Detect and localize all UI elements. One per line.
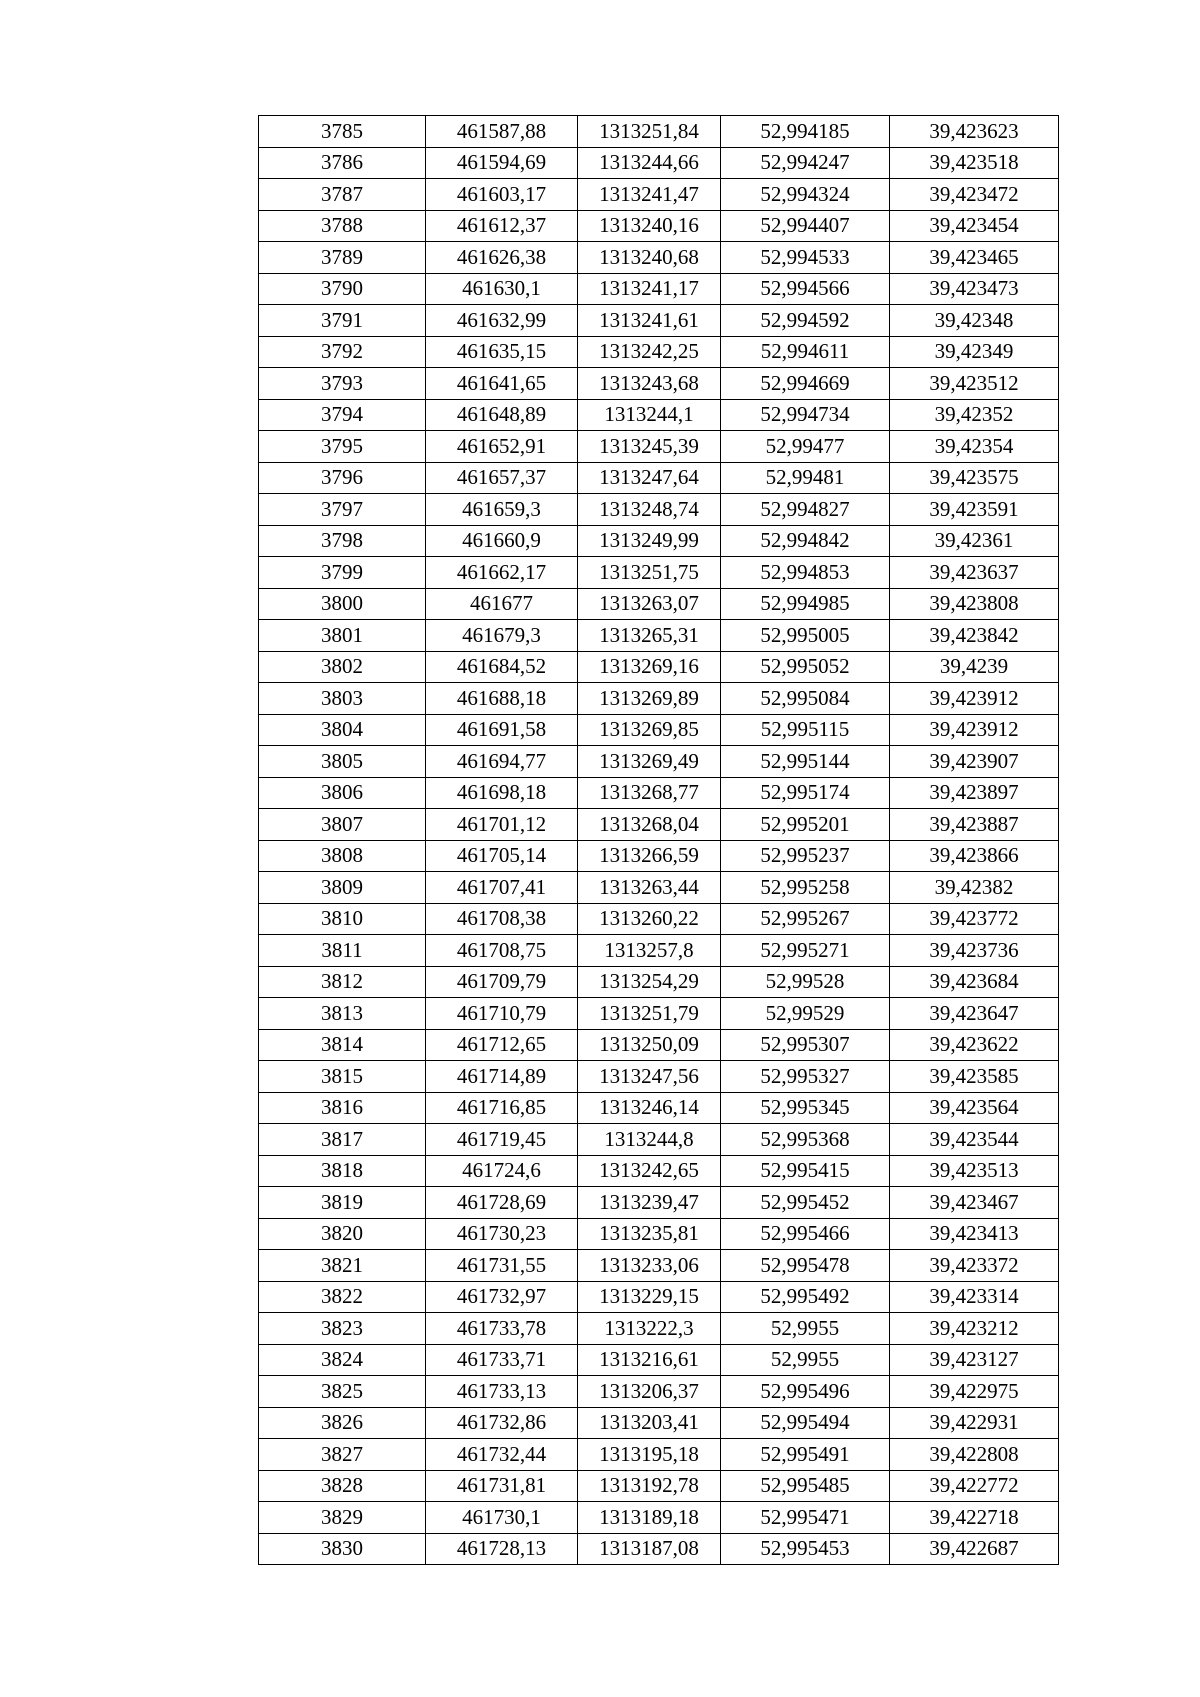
point-number-cell: 3800 xyxy=(259,588,426,620)
longitude-cell: 39,423637 xyxy=(890,557,1059,589)
latitude-cell: 52,995494 xyxy=(721,1407,890,1439)
table-row xyxy=(259,1281,1059,1313)
longitude-cell: 39,423513 xyxy=(890,1155,1059,1187)
y-coordinate-cell: 1313239,47 xyxy=(578,1187,721,1219)
y-coordinate-cell: 1313249,99 xyxy=(578,525,721,557)
x-coordinate-cell: 461684,52 xyxy=(426,651,578,683)
y-coordinate-cell: 1313189,18 xyxy=(578,1502,721,1534)
point-number-cell: 3787 xyxy=(259,179,426,211)
y-coordinate-cell: 1313250,09 xyxy=(578,1029,721,1061)
y-coordinate-cell: 1313269,85 xyxy=(578,714,721,746)
x-coordinate-cell: 461705,14 xyxy=(426,840,578,872)
longitude-cell: 39,423842 xyxy=(890,620,1059,652)
latitude-cell: 52,995084 xyxy=(721,683,890,715)
table-row xyxy=(259,1407,1059,1439)
latitude-cell: 52,995415 xyxy=(721,1155,890,1187)
longitude-cell: 39,423887 xyxy=(890,809,1059,841)
latitude-cell: 52,994734 xyxy=(721,399,890,431)
latitude-cell: 52,995267 xyxy=(721,903,890,935)
table-row xyxy=(259,1376,1059,1408)
y-coordinate-cell: 1313248,74 xyxy=(578,494,721,526)
point-number-cell: 3805 xyxy=(259,746,426,778)
latitude-cell: 52,994611 xyxy=(721,336,890,368)
point-number-cell: 3802 xyxy=(259,651,426,683)
y-coordinate-cell: 1313254,29 xyxy=(578,966,721,998)
x-coordinate-cell: 461730,23 xyxy=(426,1218,578,1250)
coordinates-table-body xyxy=(259,116,1059,1565)
table-row xyxy=(259,1092,1059,1124)
x-coordinate-cell: 461679,3 xyxy=(426,620,578,652)
x-coordinate-cell: 461641,65 xyxy=(426,368,578,400)
longitude-cell: 39,423647 xyxy=(890,998,1059,1030)
point-number-cell: 3798 xyxy=(259,525,426,557)
y-coordinate-cell: 1313244,66 xyxy=(578,147,721,179)
point-number-cell: 3803 xyxy=(259,683,426,715)
table-row xyxy=(259,840,1059,872)
table-row xyxy=(259,714,1059,746)
point-number-cell: 3815 xyxy=(259,1061,426,1093)
latitude-cell: 52,995478 xyxy=(721,1250,890,1282)
longitude-cell: 39,422931 xyxy=(890,1407,1059,1439)
latitude-cell: 52,994669 xyxy=(721,368,890,400)
table-row xyxy=(259,368,1059,400)
longitude-cell: 39,423544 xyxy=(890,1124,1059,1156)
x-coordinate-cell: 461635,15 xyxy=(426,336,578,368)
latitude-cell: 52,995271 xyxy=(721,935,890,967)
latitude-cell: 52,994533 xyxy=(721,242,890,274)
y-coordinate-cell: 1313268,77 xyxy=(578,777,721,809)
latitude-cell: 52,994324 xyxy=(721,179,890,211)
longitude-cell: 39,423472 xyxy=(890,179,1059,211)
x-coordinate-cell: 461728,69 xyxy=(426,1187,578,1219)
table-row xyxy=(259,935,1059,967)
latitude-cell: 52,995005 xyxy=(721,620,890,652)
longitude-cell: 39,42348 xyxy=(890,305,1059,337)
longitude-cell: 39,423518 xyxy=(890,147,1059,179)
point-number-cell: 3820 xyxy=(259,1218,426,1250)
longitude-cell: 39,423465 xyxy=(890,242,1059,274)
longitude-cell: 39,42349 xyxy=(890,336,1059,368)
longitude-cell: 39,423127 xyxy=(890,1344,1059,1376)
table-row xyxy=(259,1313,1059,1345)
table-row xyxy=(259,431,1059,463)
longitude-cell: 39,423736 xyxy=(890,935,1059,967)
latitude-cell: 52,994407 xyxy=(721,210,890,242)
table-row xyxy=(259,494,1059,526)
x-coordinate-cell: 461712,65 xyxy=(426,1029,578,1061)
longitude-cell: 39,423314 xyxy=(890,1281,1059,1313)
table-row xyxy=(259,399,1059,431)
point-number-cell: 3826 xyxy=(259,1407,426,1439)
longitude-cell: 39,422718 xyxy=(890,1502,1059,1534)
y-coordinate-cell: 1313251,84 xyxy=(578,116,721,148)
y-coordinate-cell: 1313268,04 xyxy=(578,809,721,841)
latitude-cell: 52,99477 xyxy=(721,431,890,463)
latitude-cell: 52,995496 xyxy=(721,1376,890,1408)
y-coordinate-cell: 1313269,16 xyxy=(578,651,721,683)
latitude-cell: 52,995491 xyxy=(721,1439,890,1471)
longitude-cell: 39,423808 xyxy=(890,588,1059,620)
y-coordinate-cell: 1313240,16 xyxy=(578,210,721,242)
latitude-cell: 52,994592 xyxy=(721,305,890,337)
latitude-cell: 52,995115 xyxy=(721,714,890,746)
latitude-cell: 52,994853 xyxy=(721,557,890,589)
longitude-cell: 39,422772 xyxy=(890,1470,1059,1502)
longitude-cell: 39,423772 xyxy=(890,903,1059,935)
table-row xyxy=(259,1218,1059,1250)
x-coordinate-cell: 461730,1 xyxy=(426,1502,578,1534)
point-number-cell: 3801 xyxy=(259,620,426,652)
table-row xyxy=(259,242,1059,274)
table-row xyxy=(259,809,1059,841)
latitude-cell: 52,995307 xyxy=(721,1029,890,1061)
latitude-cell: 52,9955 xyxy=(721,1313,890,1345)
latitude-cell: 52,9955 xyxy=(721,1344,890,1376)
table-row xyxy=(259,210,1059,242)
x-coordinate-cell: 461660,9 xyxy=(426,525,578,557)
latitude-cell: 52,995052 xyxy=(721,651,890,683)
table-row xyxy=(259,1502,1059,1534)
point-number-cell: 3818 xyxy=(259,1155,426,1187)
y-coordinate-cell: 1313222,3 xyxy=(578,1313,721,1345)
longitude-cell: 39,423564 xyxy=(890,1092,1059,1124)
x-coordinate-cell: 461632,99 xyxy=(426,305,578,337)
longitude-cell: 39,423473 xyxy=(890,273,1059,305)
latitude-cell: 52,994827 xyxy=(721,494,890,526)
point-number-cell: 3829 xyxy=(259,1502,426,1534)
longitude-cell: 39,423585 xyxy=(890,1061,1059,1093)
table-row xyxy=(259,462,1059,494)
longitude-cell: 39,423467 xyxy=(890,1187,1059,1219)
y-coordinate-cell: 1313266,59 xyxy=(578,840,721,872)
table-row xyxy=(259,1124,1059,1156)
point-number-cell: 3789 xyxy=(259,242,426,274)
y-coordinate-cell: 1313245,39 xyxy=(578,431,721,463)
table-row xyxy=(259,273,1059,305)
longitude-cell: 39,422975 xyxy=(890,1376,1059,1408)
longitude-cell: 39,423897 xyxy=(890,777,1059,809)
y-coordinate-cell: 1313244,1 xyxy=(578,399,721,431)
x-coordinate-cell: 461716,85 xyxy=(426,1092,578,1124)
table-row xyxy=(259,746,1059,778)
table-row xyxy=(259,336,1059,368)
table-row xyxy=(259,305,1059,337)
table-row xyxy=(259,998,1059,1030)
point-number-cell: 3828 xyxy=(259,1470,426,1502)
latitude-cell: 52,995368 xyxy=(721,1124,890,1156)
point-number-cell: 3830 xyxy=(259,1533,426,1565)
y-coordinate-cell: 1313247,56 xyxy=(578,1061,721,1093)
table-row xyxy=(259,1029,1059,1061)
x-coordinate-cell: 461710,79 xyxy=(426,998,578,1030)
y-coordinate-cell: 1313195,18 xyxy=(578,1439,721,1471)
table-row xyxy=(259,620,1059,652)
x-coordinate-cell: 461657,37 xyxy=(426,462,578,494)
table-row xyxy=(259,1250,1059,1282)
latitude-cell: 52,99529 xyxy=(721,998,890,1030)
latitude-cell: 52,995144 xyxy=(721,746,890,778)
point-number-cell: 3812 xyxy=(259,966,426,998)
point-number-cell: 3792 xyxy=(259,336,426,368)
y-coordinate-cell: 1313241,47 xyxy=(578,179,721,211)
x-coordinate-cell: 461691,58 xyxy=(426,714,578,746)
x-coordinate-cell: 461626,38 xyxy=(426,242,578,274)
point-number-cell: 3793 xyxy=(259,368,426,400)
x-coordinate-cell: 461732,97 xyxy=(426,1281,578,1313)
table-row xyxy=(259,1187,1059,1219)
x-coordinate-cell: 461708,38 xyxy=(426,903,578,935)
point-number-cell: 3813 xyxy=(259,998,426,1030)
table-row xyxy=(259,179,1059,211)
y-coordinate-cell: 1313242,65 xyxy=(578,1155,721,1187)
x-coordinate-cell: 461731,55 xyxy=(426,1250,578,1282)
table-row xyxy=(259,1533,1059,1565)
y-coordinate-cell: 1313241,17 xyxy=(578,273,721,305)
y-coordinate-cell: 1313263,07 xyxy=(578,588,721,620)
longitude-cell: 39,423912 xyxy=(890,683,1059,715)
x-coordinate-cell: 461612,37 xyxy=(426,210,578,242)
table-row xyxy=(259,147,1059,179)
point-number-cell: 3810 xyxy=(259,903,426,935)
latitude-cell: 52,994842 xyxy=(721,525,890,557)
x-coordinate-cell: 461731,81 xyxy=(426,1470,578,1502)
y-coordinate-cell: 1313235,81 xyxy=(578,1218,721,1250)
longitude-cell: 39,423372 xyxy=(890,1250,1059,1282)
longitude-cell: 39,4239 xyxy=(890,651,1059,683)
longitude-cell: 39,423912 xyxy=(890,714,1059,746)
y-coordinate-cell: 1313269,89 xyxy=(578,683,721,715)
point-number-cell: 3827 xyxy=(259,1439,426,1471)
point-number-cell: 3790 xyxy=(259,273,426,305)
latitude-cell: 52,994185 xyxy=(721,116,890,148)
longitude-cell: 39,423212 xyxy=(890,1313,1059,1345)
point-number-cell: 3823 xyxy=(259,1313,426,1345)
x-coordinate-cell: 461652,91 xyxy=(426,431,578,463)
table-row xyxy=(259,872,1059,904)
x-coordinate-cell: 461698,18 xyxy=(426,777,578,809)
y-coordinate-cell: 1313233,06 xyxy=(578,1250,721,1282)
table-row xyxy=(259,1470,1059,1502)
point-number-cell: 3825 xyxy=(259,1376,426,1408)
y-coordinate-cell: 1313242,25 xyxy=(578,336,721,368)
longitude-cell: 39,423454 xyxy=(890,210,1059,242)
point-number-cell: 3814 xyxy=(259,1029,426,1061)
x-coordinate-cell: 461677 xyxy=(426,588,578,620)
latitude-cell: 52,995471 xyxy=(721,1502,890,1534)
table-row xyxy=(259,1155,1059,1187)
point-number-cell: 3797 xyxy=(259,494,426,526)
longitude-cell: 39,42382 xyxy=(890,872,1059,904)
point-number-cell: 3822 xyxy=(259,1281,426,1313)
point-number-cell: 3796 xyxy=(259,462,426,494)
longitude-cell: 39,423575 xyxy=(890,462,1059,494)
table-row xyxy=(259,966,1059,998)
point-number-cell: 3806 xyxy=(259,777,426,809)
longitude-cell: 39,42352 xyxy=(890,399,1059,431)
latitude-cell: 52,994985 xyxy=(721,588,890,620)
y-coordinate-cell: 1313251,75 xyxy=(578,557,721,589)
y-coordinate-cell: 1313257,8 xyxy=(578,935,721,967)
x-coordinate-cell: 461732,86 xyxy=(426,1407,578,1439)
y-coordinate-cell: 1313229,15 xyxy=(578,1281,721,1313)
x-coordinate-cell: 461724,6 xyxy=(426,1155,578,1187)
x-coordinate-cell: 461694,77 xyxy=(426,746,578,778)
latitude-cell: 52,994247 xyxy=(721,147,890,179)
latitude-cell: 52,995201 xyxy=(721,809,890,841)
x-coordinate-cell: 461733,71 xyxy=(426,1344,578,1376)
x-coordinate-cell: 461714,89 xyxy=(426,1061,578,1093)
point-number-cell: 3816 xyxy=(259,1092,426,1124)
y-coordinate-cell: 1313206,37 xyxy=(578,1376,721,1408)
latitude-cell: 52,99528 xyxy=(721,966,890,998)
point-number-cell: 3788 xyxy=(259,210,426,242)
point-number-cell: 3795 xyxy=(259,431,426,463)
y-coordinate-cell: 1313244,8 xyxy=(578,1124,721,1156)
x-coordinate-cell: 461733,13 xyxy=(426,1376,578,1408)
table-row xyxy=(259,588,1059,620)
latitude-cell: 52,994566 xyxy=(721,273,890,305)
x-coordinate-cell: 461719,45 xyxy=(426,1124,578,1156)
latitude-cell: 52,995466 xyxy=(721,1218,890,1250)
x-coordinate-cell: 461587,88 xyxy=(426,116,578,148)
longitude-cell: 39,423413 xyxy=(890,1218,1059,1250)
y-coordinate-cell: 1313203,41 xyxy=(578,1407,721,1439)
x-coordinate-cell: 461648,89 xyxy=(426,399,578,431)
table-row xyxy=(259,903,1059,935)
x-coordinate-cell: 461603,17 xyxy=(426,179,578,211)
y-coordinate-cell: 1313263,44 xyxy=(578,872,721,904)
x-coordinate-cell: 461659,3 xyxy=(426,494,578,526)
y-coordinate-cell: 1313243,68 xyxy=(578,368,721,400)
latitude-cell: 52,995345 xyxy=(721,1092,890,1124)
latitude-cell: 52,995327 xyxy=(721,1061,890,1093)
x-coordinate-cell: 461728,13 xyxy=(426,1533,578,1565)
point-number-cell: 3791 xyxy=(259,305,426,337)
y-coordinate-cell: 1313216,61 xyxy=(578,1344,721,1376)
longitude-cell: 39,423623 xyxy=(890,116,1059,148)
y-coordinate-cell: 1313269,49 xyxy=(578,746,721,778)
longitude-cell: 39,423591 xyxy=(890,494,1059,526)
coordinates-table xyxy=(258,115,1059,1565)
y-coordinate-cell: 1313251,79 xyxy=(578,998,721,1030)
point-number-cell: 3811 xyxy=(259,935,426,967)
point-number-cell: 3786 xyxy=(259,147,426,179)
longitude-cell: 39,423907 xyxy=(890,746,1059,778)
latitude-cell: 52,995485 xyxy=(721,1470,890,1502)
table-row xyxy=(259,683,1059,715)
longitude-cell: 39,423684 xyxy=(890,966,1059,998)
point-number-cell: 3824 xyxy=(259,1344,426,1376)
latitude-cell: 52,995237 xyxy=(721,840,890,872)
longitude-cell: 39,422808 xyxy=(890,1439,1059,1471)
table-row xyxy=(259,1061,1059,1093)
x-coordinate-cell: 461688,18 xyxy=(426,683,578,715)
latitude-cell: 52,995453 xyxy=(721,1533,890,1565)
latitude-cell: 52,995258 xyxy=(721,872,890,904)
point-number-cell: 3821 xyxy=(259,1250,426,1282)
x-coordinate-cell: 461708,75 xyxy=(426,935,578,967)
x-coordinate-cell: 461733,78 xyxy=(426,1313,578,1345)
longitude-cell: 39,423622 xyxy=(890,1029,1059,1061)
x-coordinate-cell: 461662,17 xyxy=(426,557,578,589)
table-row xyxy=(259,116,1059,148)
y-coordinate-cell: 1313187,08 xyxy=(578,1533,721,1565)
table-row xyxy=(259,525,1059,557)
point-number-cell: 3807 xyxy=(259,809,426,841)
table-row xyxy=(259,1439,1059,1471)
table-row xyxy=(259,651,1059,683)
latitude-cell: 52,99481 xyxy=(721,462,890,494)
x-coordinate-cell: 461594,69 xyxy=(426,147,578,179)
x-coordinate-cell: 461701,12 xyxy=(426,809,578,841)
x-coordinate-cell: 461709,79 xyxy=(426,966,578,998)
longitude-cell: 39,42361 xyxy=(890,525,1059,557)
table-row xyxy=(259,1344,1059,1376)
longitude-cell: 39,423512 xyxy=(890,368,1059,400)
point-number-cell: 3808 xyxy=(259,840,426,872)
y-coordinate-cell: 1313241,61 xyxy=(578,305,721,337)
longitude-cell: 39,42354 xyxy=(890,431,1059,463)
y-coordinate-cell: 1313265,31 xyxy=(578,620,721,652)
point-number-cell: 3785 xyxy=(259,116,426,148)
longitude-cell: 39,422687 xyxy=(890,1533,1059,1565)
point-number-cell: 3794 xyxy=(259,399,426,431)
latitude-cell: 52,995174 xyxy=(721,777,890,809)
table-row xyxy=(259,557,1059,589)
x-coordinate-cell: 461707,41 xyxy=(426,872,578,904)
point-number-cell: 3819 xyxy=(259,1187,426,1219)
latitude-cell: 52,995492 xyxy=(721,1281,890,1313)
x-coordinate-cell: 461630,1 xyxy=(426,273,578,305)
y-coordinate-cell: 1313240,68 xyxy=(578,242,721,274)
longitude-cell: 39,423866 xyxy=(890,840,1059,872)
point-number-cell: 3804 xyxy=(259,714,426,746)
y-coordinate-cell: 1313246,14 xyxy=(578,1092,721,1124)
latitude-cell: 52,995452 xyxy=(721,1187,890,1219)
y-coordinate-cell: 1313192,78 xyxy=(578,1470,721,1502)
x-coordinate-cell: 461732,44 xyxy=(426,1439,578,1471)
point-number-cell: 3809 xyxy=(259,872,426,904)
y-coordinate-cell: 1313247,64 xyxy=(578,462,721,494)
point-number-cell: 3799 xyxy=(259,557,426,589)
point-number-cell: 3817 xyxy=(259,1124,426,1156)
y-coordinate-cell: 1313260,22 xyxy=(578,903,721,935)
table-row xyxy=(259,777,1059,809)
